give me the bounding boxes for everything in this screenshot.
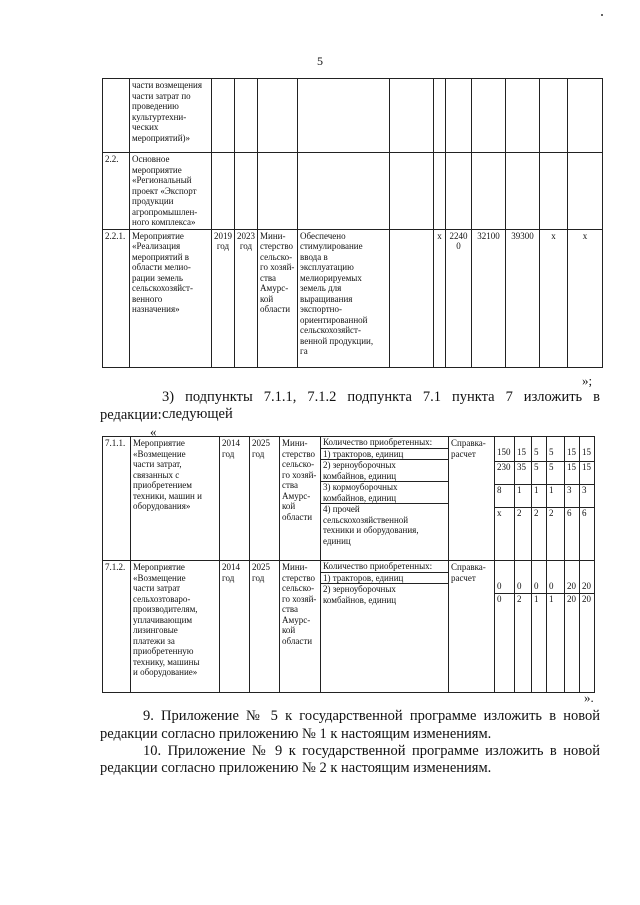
cell-value-col [565, 437, 580, 561]
value-stack [565, 437, 579, 548]
value-row [532, 581, 546, 594]
paragraph-9-line1: 9. Приложение № 5 к государственной программе изложить в новой [143, 708, 600, 724]
cell-end: 2025 год [250, 437, 280, 561]
value-row [565, 485, 579, 508]
value-cell: 1 [534, 594, 539, 604]
value-spacer-row [495, 561, 514, 581]
value-spacer-row [565, 561, 579, 581]
value-row [532, 508, 546, 549]
paragraph-9-line2: редакции согласно приложению № 1 к настоящим изменениям. [100, 726, 492, 742]
paragraph-9 [143, 708, 600, 725]
cell-source: Справка- расчет [449, 561, 495, 693]
value-cell: 1 [547, 485, 564, 508]
paragraph-10-line2: редакции согласно приложению № 2 к настоящим изменениям. [100, 760, 492, 776]
value-cell: 1 [515, 485, 531, 508]
indicator-text: Количество приобретенных: [321, 437, 448, 448]
indicator-row [321, 482, 448, 504]
value-stack [515, 561, 531, 606]
value-row [515, 462, 531, 485]
indicator-row [321, 437, 448, 448]
value-row [547, 581, 564, 594]
value-row [580, 508, 594, 549]
value-row [495, 581, 514, 594]
cell-executor [258, 79, 298, 153]
cell-v2 [472, 153, 506, 230]
value-cell: 8 [495, 485, 514, 508]
value-cell: 0 [515, 581, 531, 594]
cell-executor [258, 153, 298, 230]
value-stack [547, 561, 564, 606]
cell-name: части возмещения части затрат по проведению культуртехни- ческих мероприятий)» [130, 79, 212, 153]
value-cell: 0 [547, 581, 564, 594]
value-row [580, 447, 594, 462]
value-cell: 15 [515, 447, 531, 462]
value-cell: 20 [580, 581, 594, 594]
value-spacer [515, 437, 531, 447]
value-spacer-row [515, 437, 531, 447]
table-row [103, 561, 595, 693]
value-row [580, 485, 594, 508]
value-row [515, 485, 531, 508]
indicator-row [321, 561, 448, 572]
value-spacer [565, 437, 579, 447]
value-row [565, 594, 579, 607]
value-row [580, 594, 594, 607]
cell-v5 [568, 79, 603, 153]
value-spacer [532, 561, 546, 581]
value-row [565, 581, 579, 594]
cell-v2 [472, 79, 506, 153]
value-spacer-row [565, 437, 579, 447]
page-number: 5 [317, 54, 323, 68]
paragraph-3-line1: 3) подпункты 7.1.1, 7.1.2 подпункта 7.1 пункта 7 изложить в следующей [162, 389, 600, 422]
value-stack [515, 437, 531, 548]
cell-v3 [506, 79, 540, 153]
table-row [103, 79, 603, 153]
value-row [495, 594, 514, 607]
indicator-list [321, 437, 448, 546]
cell-value-col [580, 437, 595, 561]
cell-indicator: Обеспечено стимулирование ввода в эксплуатацию мелиорируемых земель для выращивания экспортно- ориентированной сельскохозяйст- венной продукции, га [298, 229, 390, 367]
value-stack [580, 561, 594, 606]
indicator-row [321, 448, 448, 460]
cell-end [235, 79, 258, 153]
cell-x: х [434, 229, 446, 367]
table2-closing-quote: ». [584, 690, 594, 705]
value-spacer-row [547, 437, 564, 447]
cell-v1 [446, 79, 472, 153]
cell-value-col [515, 561, 532, 693]
value-spacer-row [532, 437, 546, 447]
cell-v2: 32100 [472, 229, 506, 367]
table-row [103, 153, 603, 230]
value-row [547, 462, 564, 485]
cell-start: 2019 год [212, 229, 235, 367]
value-cell: 1 [532, 485, 546, 508]
paragraph-10-line1: 10. Приложение № 9 к государственной программе изложить в новой [143, 743, 600, 759]
value-row [495, 508, 514, 549]
value-row [532, 462, 546, 485]
value-row [495, 462, 514, 485]
value-row [515, 508, 531, 549]
value-stack [580, 437, 594, 548]
indicator-text: 1) тракторов, единиц [321, 572, 448, 584]
value-cell: х [497, 508, 502, 518]
cell-code: 2.2.1. [103, 229, 130, 367]
indicator-text: 4) прочей сельскохозяйственной техники и оборудования, единиц [323, 504, 419, 546]
cell-indicator [298, 153, 390, 230]
value-spacer [495, 561, 514, 581]
value-cell: 5 [532, 462, 546, 485]
value-cell: 35 [515, 462, 531, 485]
value-cell: 230 [495, 462, 514, 485]
cell-indicators [321, 561, 449, 693]
value-row [580, 462, 594, 485]
cell-start: 2014 год [220, 437, 250, 561]
value-row [515, 581, 531, 594]
value-row [565, 447, 579, 462]
value-cell: 15 [580, 462, 594, 485]
table-continuation [102, 78, 603, 368]
cell-x [434, 79, 446, 153]
cell-executor: Мини- стерство сельско- го хозяй- ства Амурс- кой области [280, 437, 321, 561]
indicator-row [321, 504, 448, 547]
value-spacer-row [532, 561, 546, 581]
cell-name: Мероприятие «Возмещение части затрат сельхозтоваро- производителям, уплачивающим лизинговые платежи за приобретенную технику, машины и оборудование» [131, 561, 220, 693]
cell-code: 2.2. [103, 153, 130, 230]
value-spacer [547, 437, 564, 447]
value-cell: 2 [517, 594, 522, 604]
value-cell: 2 [517, 508, 522, 518]
cell-v4: х [540, 229, 568, 367]
cell-name: Основное мероприятие «Региональный проект «Экспорт продукции агропромышлен- ного комплекса» [130, 153, 212, 230]
value-row [532, 447, 546, 462]
value-row [565, 508, 579, 549]
value-row [532, 485, 546, 508]
cell-value-col [580, 561, 595, 693]
value-spacer-row [580, 437, 594, 447]
value-stack [532, 561, 546, 606]
cell-value-col [547, 561, 565, 693]
cell-executor: Мини- стерство сельско- го хозяй- ства Амурс- кой области [258, 229, 298, 367]
cell-v3: 39300 [506, 229, 540, 367]
value-row [547, 594, 564, 607]
value-spacer-row [580, 561, 594, 581]
cell-v5 [568, 153, 603, 230]
value-cell: 0 [497, 594, 502, 604]
table-row [103, 437, 595, 561]
value-cell: 1 [549, 594, 554, 604]
value-cell: 20 [582, 594, 591, 604]
paragraph-3-line2: редакции: [100, 407, 162, 423]
value-cell: 5 [532, 447, 546, 462]
cell-indicator [298, 79, 390, 153]
cell-value-col [532, 561, 547, 693]
cell-v1: 2240 0 [446, 229, 472, 367]
value-stack [495, 437, 514, 548]
cell-value-col [515, 437, 532, 561]
indicator-row [321, 572, 448, 584]
indicator-row [321, 460, 448, 482]
value-spacer [565, 561, 579, 581]
cell-name: Мероприятие «Реализация мероприятий в области мелио- рации земель сельскохозяйст- венного назначения» [130, 229, 212, 367]
value-cell: 150 [495, 447, 514, 462]
value-cell: 5 [547, 462, 564, 485]
indicator-text: 1) тракторов, единиц [321, 448, 448, 460]
scan-speck [601, 14, 603, 16]
cell-value-col [495, 437, 515, 561]
table2-opening-quote: « [150, 424, 157, 439]
value-row [547, 485, 564, 508]
value-cell: 20 [567, 594, 576, 604]
cell-extra [390, 229, 434, 367]
cell-executor: Мини- стерство сельско- го хозяй- ства Амурс- кой области [280, 561, 321, 693]
cell-code: 7.1.1. [103, 437, 131, 561]
value-cell: 5 [547, 447, 564, 462]
value-row [547, 508, 564, 549]
cell-indicators [321, 437, 449, 561]
cell-source: Справка- расчет [449, 437, 495, 561]
value-cell: 15 [580, 447, 594, 462]
indicator-text: Количество приобретенных: [321, 561, 448, 572]
cell-name: Мероприятие «Возмещение части затрат, связанных с приобретением техники, машин и оборудования» [131, 437, 220, 561]
cell-value-col [532, 437, 547, 561]
cell-v5: х [568, 229, 603, 367]
indicator-list [321, 561, 448, 605]
cell-end [235, 153, 258, 230]
paragraph-10 [143, 743, 600, 760]
value-cell: 6 [582, 508, 587, 518]
cell-end: 2025 год [250, 561, 280, 693]
cell-start [212, 153, 235, 230]
value-cell: 3 [565, 485, 579, 508]
cell-value-col [547, 437, 565, 561]
value-row [565, 462, 579, 485]
value-cell: 20 [565, 581, 579, 594]
value-spacer [515, 561, 531, 581]
value-stack [547, 437, 564, 548]
cell-end: 2023 год [235, 229, 258, 367]
value-spacer-row [495, 437, 514, 447]
value-stack [565, 561, 579, 606]
value-row [515, 594, 531, 607]
cell-start [212, 79, 235, 153]
value-row [547, 447, 564, 462]
value-spacer [580, 561, 594, 581]
value-cell: 3 [580, 485, 594, 508]
value-row [532, 594, 546, 607]
value-cell: 0 [532, 581, 546, 594]
indicator-text: 3) кормоуборочных комбайнов, единиц [321, 482, 448, 504]
value-stack [495, 561, 514, 606]
cell-v3 [506, 153, 540, 230]
value-spacer-row [515, 561, 531, 581]
value-cell: 6 [567, 508, 572, 518]
value-row [580, 581, 594, 594]
value-row [495, 485, 514, 508]
value-spacer [495, 437, 514, 447]
value-row [515, 447, 531, 462]
cell-extra [390, 79, 434, 153]
value-spacer [547, 561, 564, 581]
indicator-text: 2) зерноуборочных комбайнов, единиц [321, 460, 448, 482]
cell-code: 7.1.2. [103, 561, 131, 693]
value-cell: 2 [549, 508, 554, 518]
table-subitems [102, 436, 595, 693]
value-spacer [580, 437, 594, 447]
cell-v1 [446, 153, 472, 230]
table-row [103, 229, 603, 367]
cell-start: 2014 год [220, 561, 250, 693]
indicator-text: 2) зерноуборочных комбайнов, единиц [323, 584, 397, 605]
table1-closing-quote: »; [582, 373, 593, 388]
cell-code [103, 79, 130, 153]
cell-extra [390, 153, 434, 230]
cell-v4 [540, 153, 568, 230]
value-spacer [532, 437, 546, 447]
value-stack [532, 437, 546, 548]
value-cell: 0 [495, 581, 514, 594]
value-row [495, 447, 514, 462]
value-cell: 15 [565, 447, 579, 462]
value-cell: 15 [565, 462, 579, 485]
value-spacer-row [547, 561, 564, 581]
cell-value-col [495, 561, 515, 693]
cell-x [434, 153, 446, 230]
value-cell: 2 [534, 508, 539, 518]
cell-value-col [565, 561, 580, 693]
indicator-row [321, 584, 448, 606]
cell-v4 [540, 79, 568, 153]
